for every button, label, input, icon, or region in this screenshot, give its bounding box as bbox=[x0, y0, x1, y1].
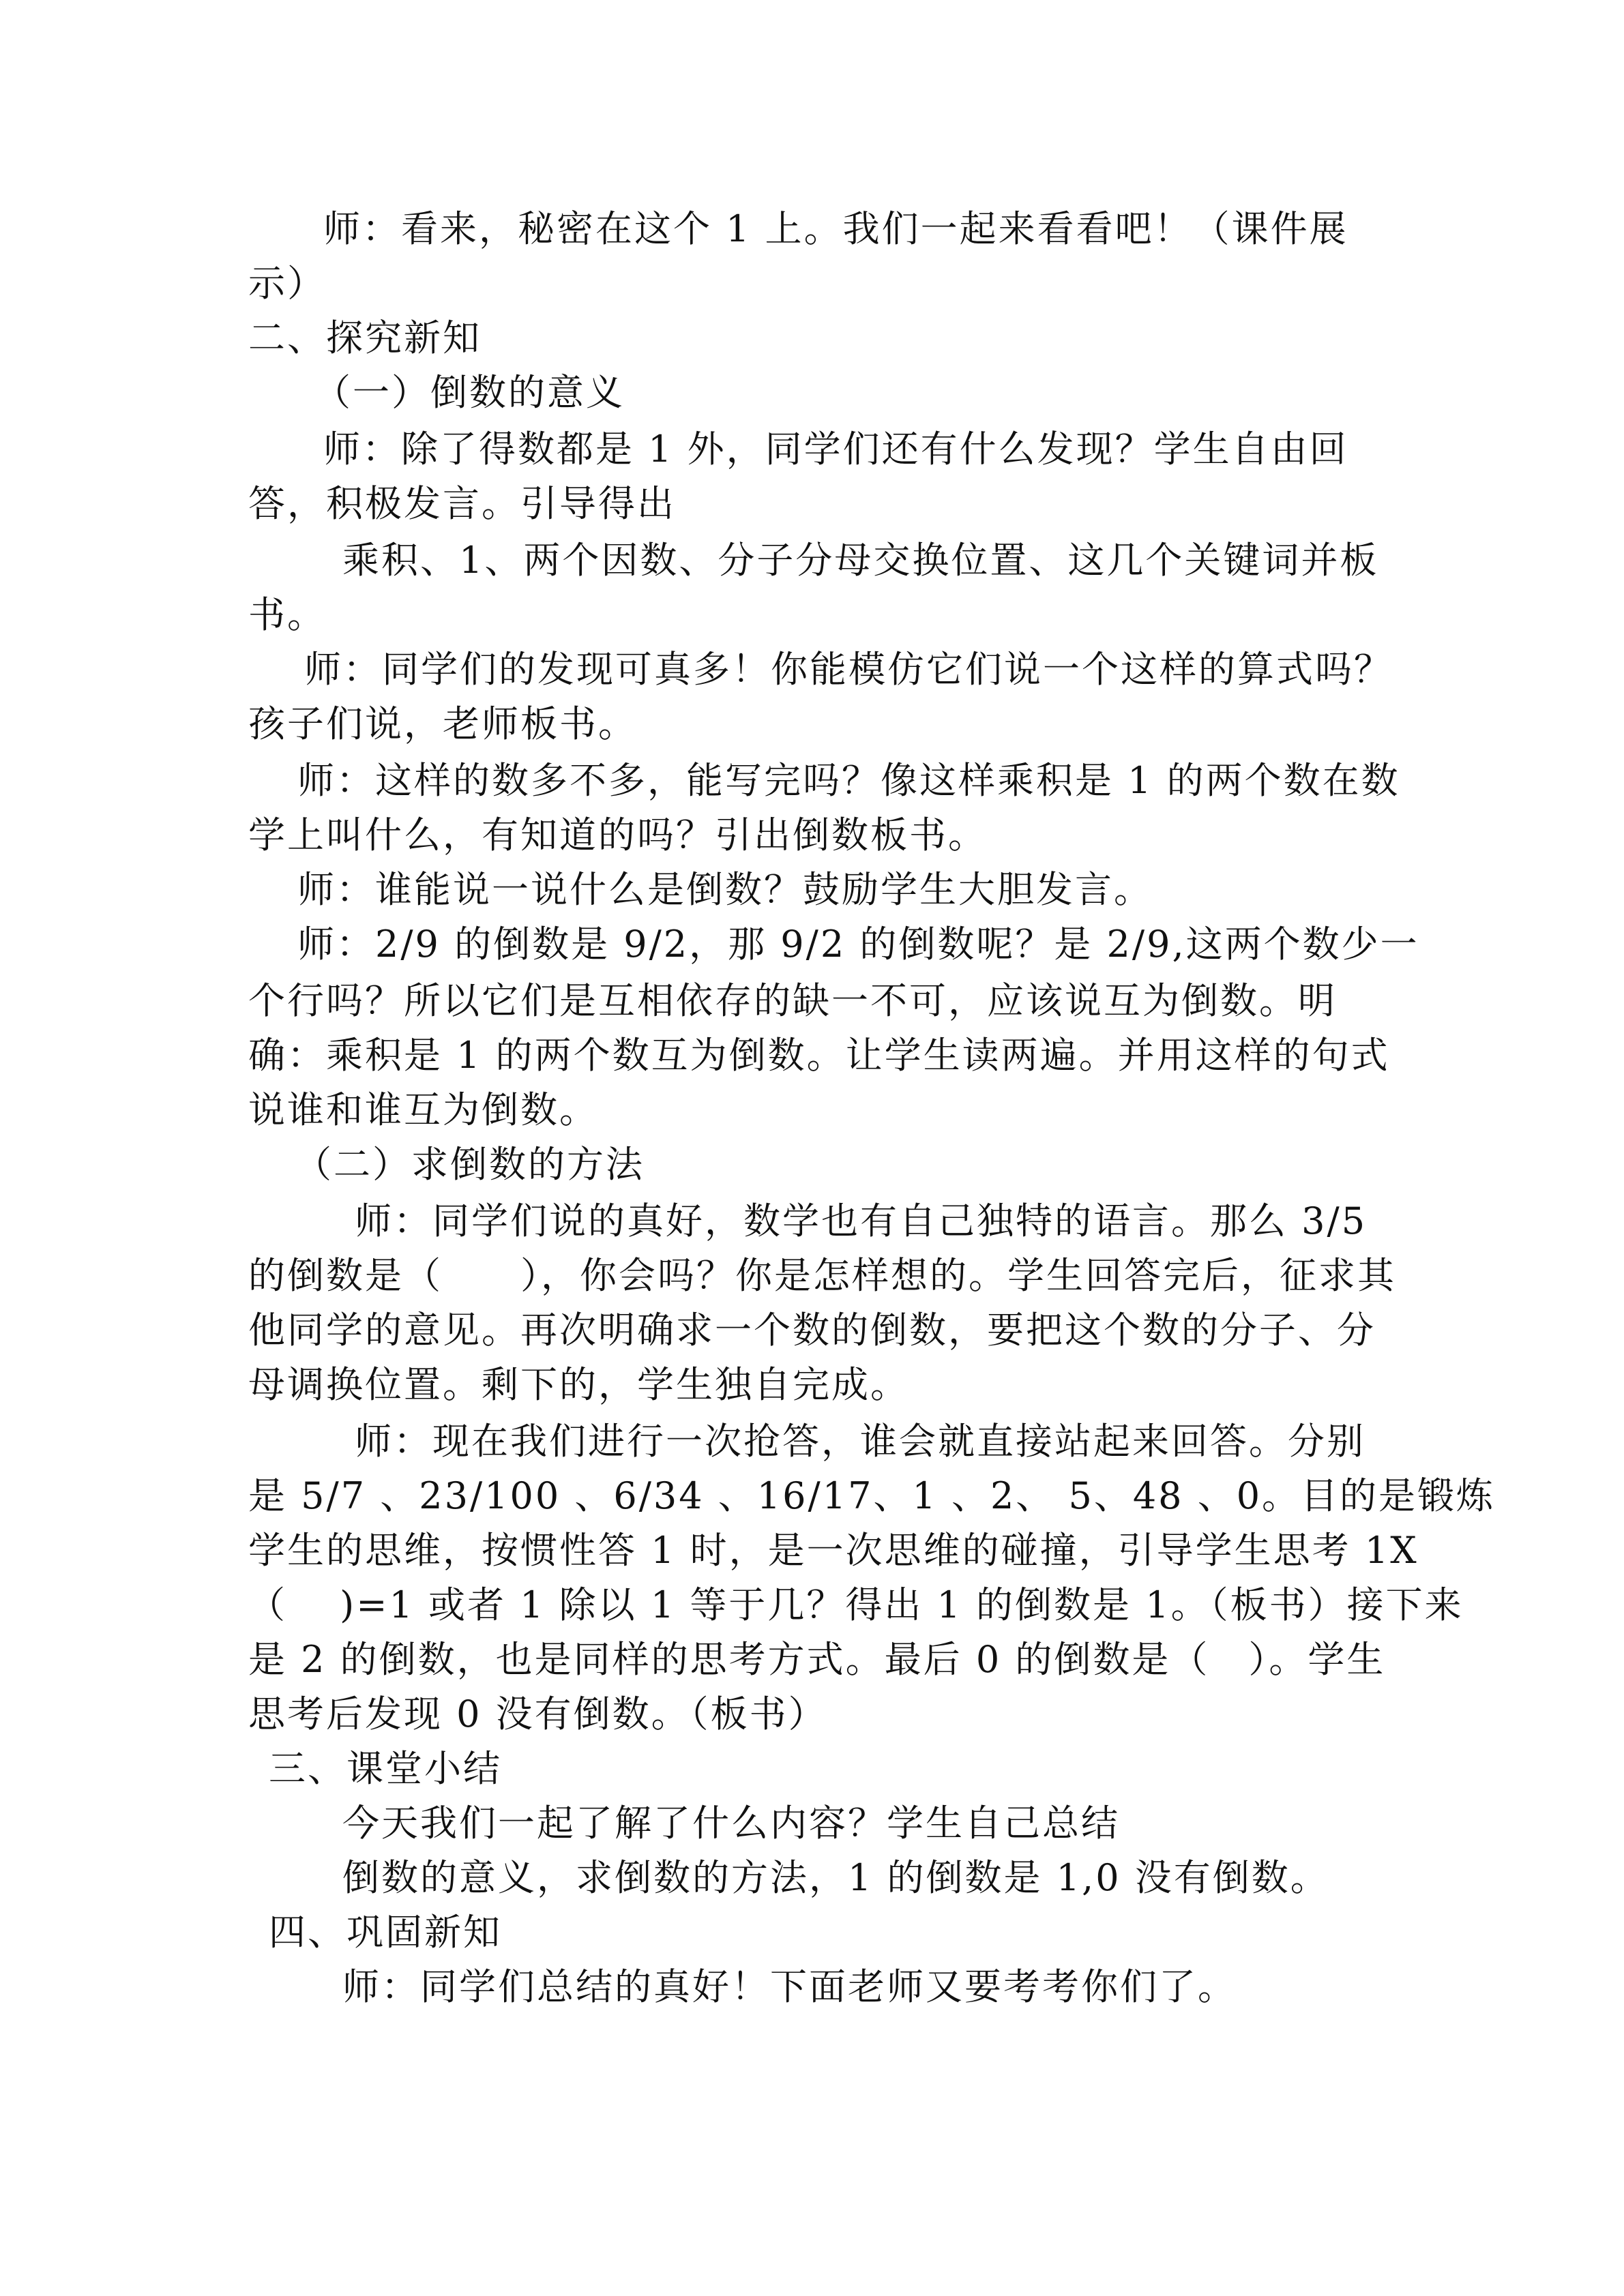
text-line: 师：同学们说的真好，数学也有自己独特的语言。那么 3/5 bbox=[355, 1199, 1368, 1242]
text-line: 今天我们一起了解了什么内容？学生自己总结 bbox=[342, 1802, 1120, 1845]
text-line: 孩子们说，老师板书。 bbox=[248, 702, 637, 745]
text-line: 母调换位置。剩下的，学生独自完成。 bbox=[248, 1363, 909, 1406]
section-heading: 二、探究新知 bbox=[248, 316, 482, 359]
text-line: 师：同学们总结的真好！下面老师又要考考你们了。 bbox=[342, 1965, 1237, 2008]
text-line: 书。 bbox=[248, 593, 326, 636]
text-line: 师：这样的数多不多，能写完吗？像这样乘积是 1 的两个数在数 bbox=[297, 759, 1400, 802]
subsection-heading: （一）倒数的意义 bbox=[314, 371, 625, 414]
subsection-heading: （二）求倒数的方法 bbox=[295, 1143, 645, 1186]
text-line: 确：乘积是 1 的两个数互为倒数。让学生读两遍。并用这样的句式 bbox=[248, 1034, 1390, 1077]
text-line: 他同学的意见。再次明确求一个数的倒数，要把这个数的分子、分 bbox=[248, 1309, 1376, 1352]
text-line: 是 2 的倒数，也是同样的思考方式。最后 0 的倒数是（ ）。学生 bbox=[248, 1638, 1386, 1681]
text-line: 答，积极发言。引导得出 bbox=[248, 482, 676, 525]
section-heading: 三、课堂小结 bbox=[269, 1747, 502, 1790]
text-line: 师：谁能说一说什么是倒数？鼓励学生大胆发言。 bbox=[297, 868, 1153, 911]
text-line: 思考后发现 0 没有倒数。（板书） bbox=[248, 1693, 827, 1735]
text-line: 师：除了得数都是 1 外，同学们还有什么发现？学生自由回 bbox=[323, 428, 1348, 471]
text-line: 师：2/9 的倒数是 9/2，那 9/2 的倒数呢？是 2/9,这两个数少一 bbox=[297, 923, 1419, 966]
text-line: 学上叫什么，有知道的吗？引出倒数板书。 bbox=[248, 814, 987, 856]
text-line: 倒数的意义，求倒数的方法，1 的倒数是 1,0 没有倒数。 bbox=[342, 1856, 1329, 1899]
section-heading: 四、巩固新知 bbox=[269, 1911, 502, 1954]
text-line: 学生的思维，按惯性答 1 时，是一次思维的碰撞，引导学生思考 1X bbox=[248, 1529, 1419, 1572]
text-line: 师：看来，秘密在这个 1 上。我们一起来看看吧！（课件展 bbox=[323, 207, 1348, 250]
text-line: 个行吗？所以它们是互相依存的缺一不可，应该说互为倒数。明 bbox=[248, 979, 1337, 1022]
text-line: 示） bbox=[248, 262, 326, 305]
text-line: 是 5/7 、23/100 、6/34 、16/17、1 、2、 5、48 、0。目的是锻炼 bbox=[248, 1474, 1496, 1517]
text-line: 乘积、1、两个因数、分子分母交换位置、这几个关键词并板 bbox=[342, 539, 1379, 582]
text-line: 说谁和谁互为倒数。 bbox=[248, 1088, 598, 1131]
text-line: （ )=1 或者 1 除以 1 等于几？得出 1 的倒数是 1。（板书）接下来 bbox=[248, 1583, 1464, 1626]
text-line: 师：同学们的发现可真多！你能模仿它们说一个这样的算式吗？ bbox=[304, 648, 1393, 691]
text-line: 师：现在我们进行一次抢答，谁会就直接站起来回答。分别 bbox=[355, 1420, 1365, 1463]
text-line: 的倒数是（ ），你会吗？你是怎样想的。学生回答完后，征求其 bbox=[248, 1254, 1396, 1297]
